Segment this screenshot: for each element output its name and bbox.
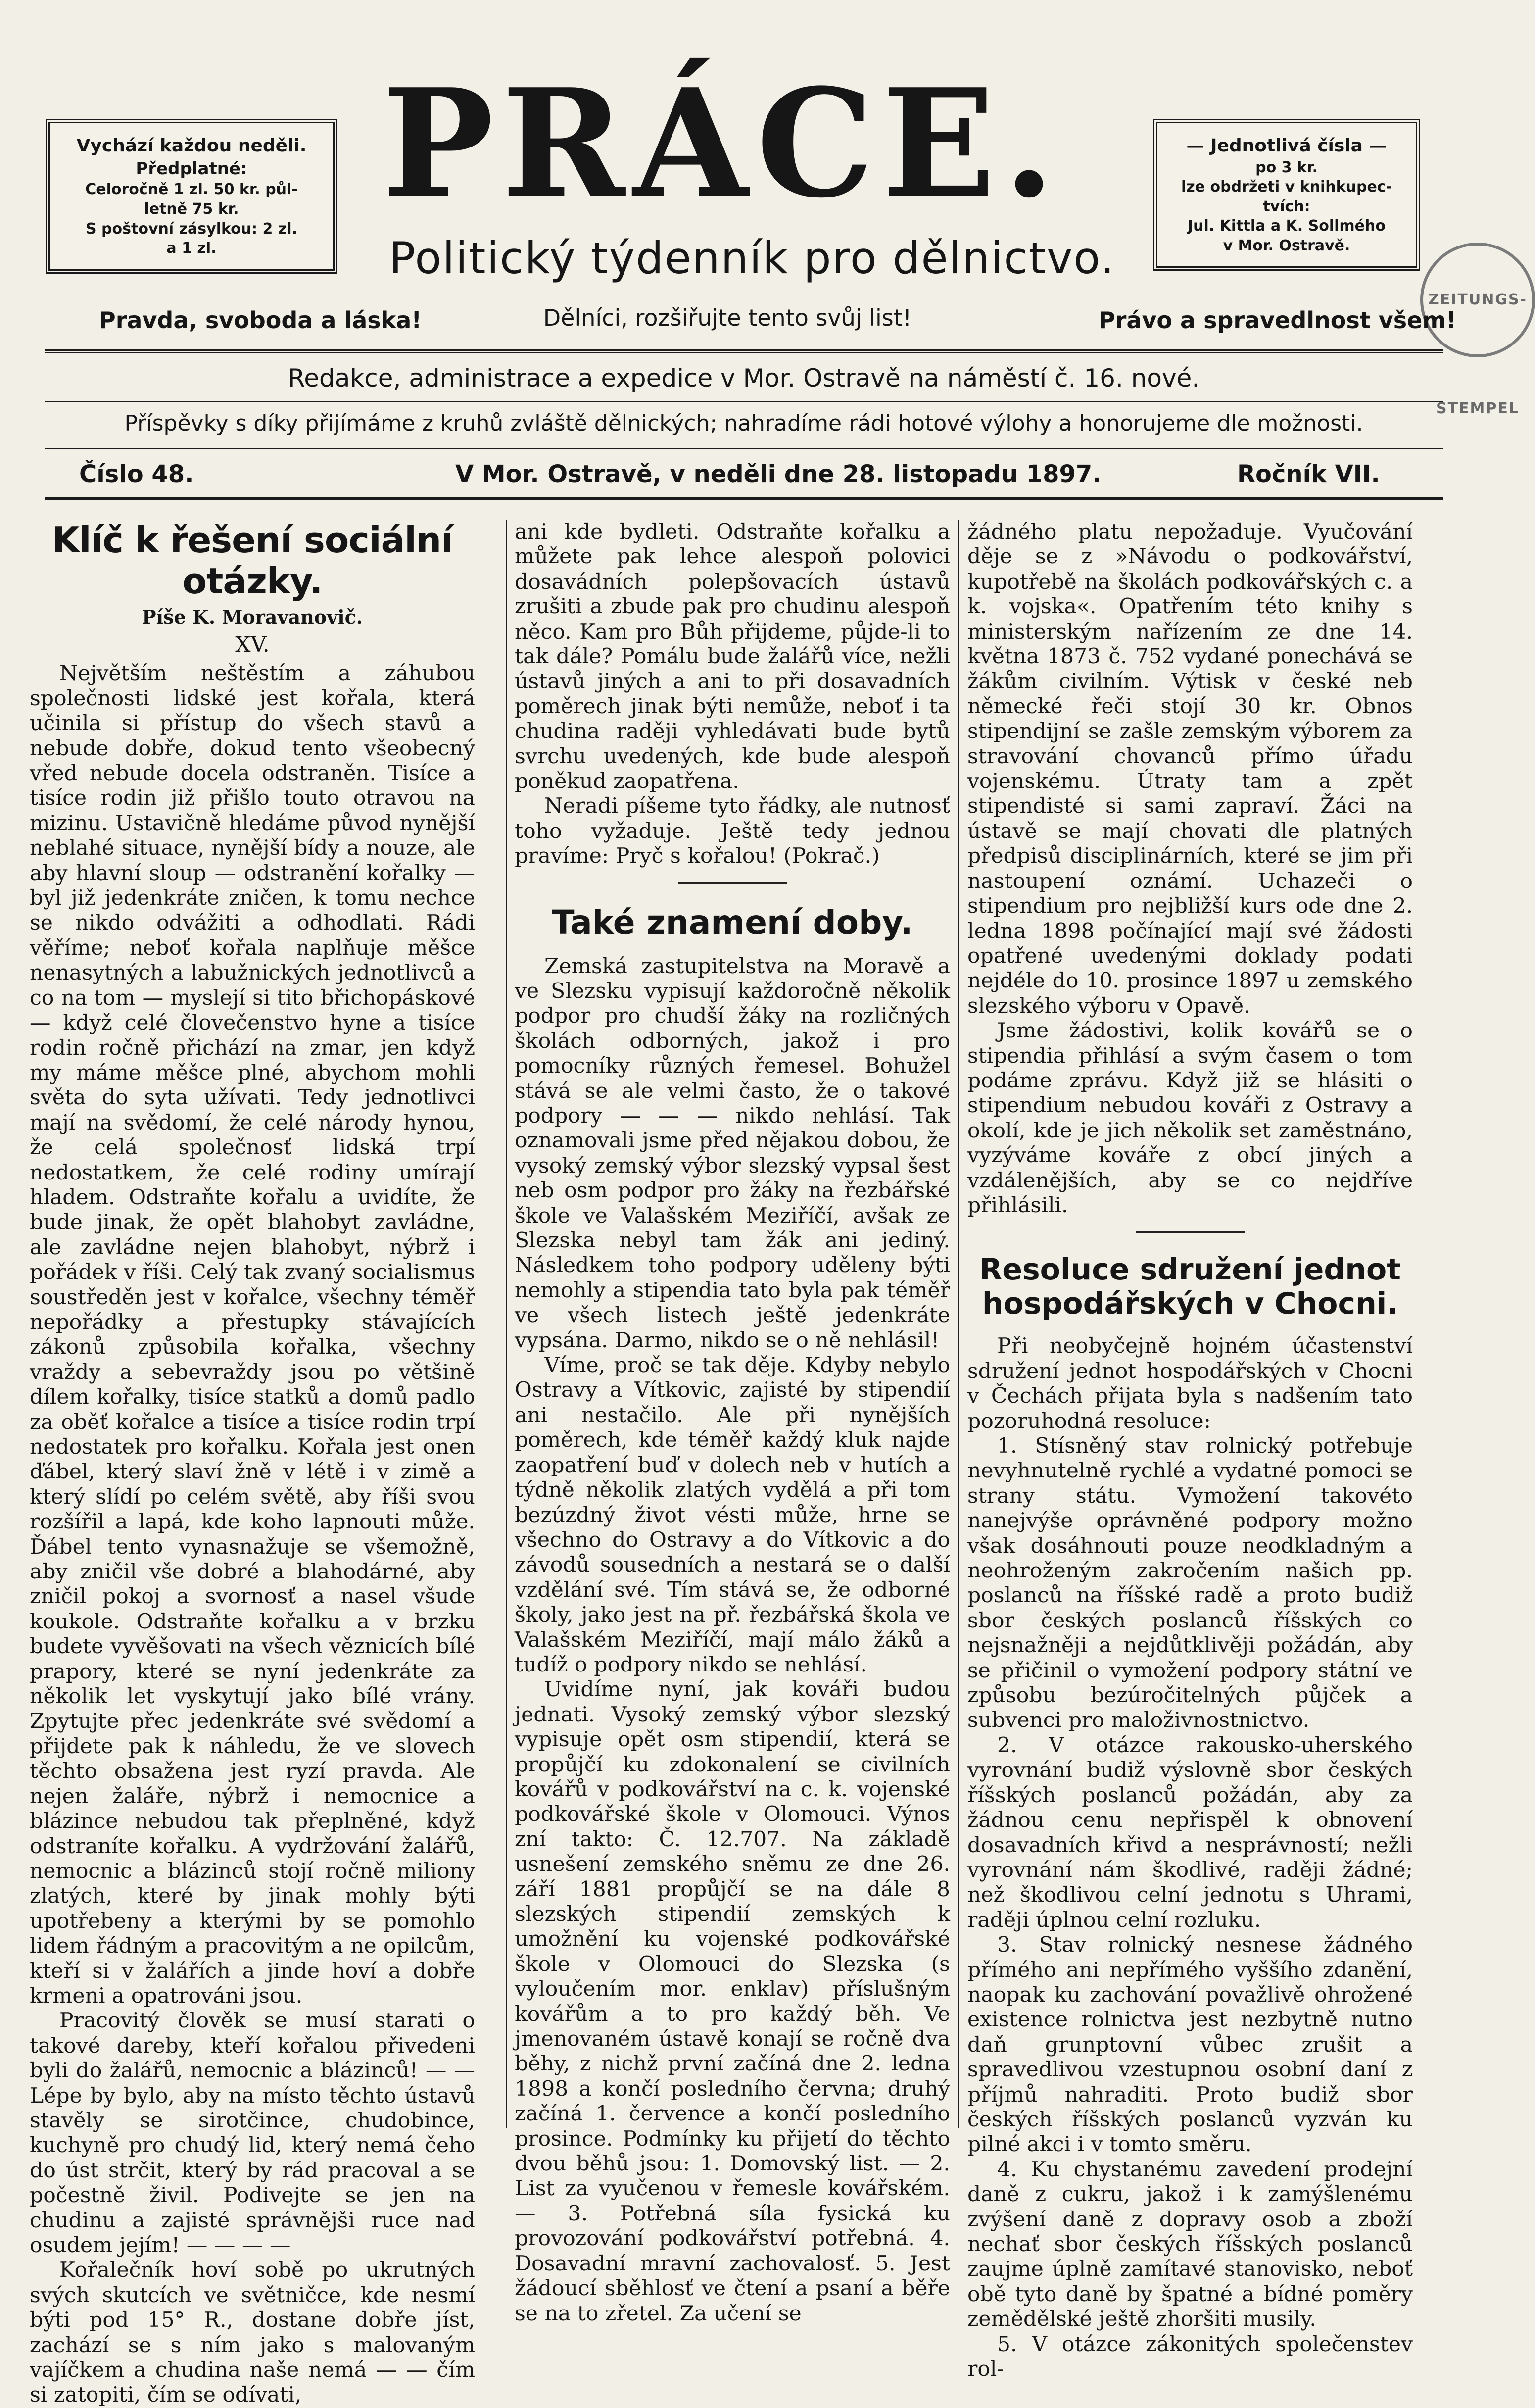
article-paragraph: Jsme žádostivi, kolik kovářů se o stipendia přihlásí a svým časem o tom podáme zprávu. Když již se hlásiti o stipendium nebudou kováři z Ostravy a okolí, kde je jich několik set zaměstnáno, vyzýváme kováře z obcí jiných a vzdálenějších, aby se co nejdříve přihlásili. bbox=[967, 1019, 1413, 1218]
issue-date: V Mor. Ostravě, v neděli dne 28. listopadu 1897. bbox=[455, 460, 1102, 488]
article-paragraph: 5. V otázce zákonitých společenstev rol- bbox=[967, 2332, 1413, 2382]
price-box bbox=[1153, 119, 1420, 271]
separator-rule bbox=[678, 882, 787, 884]
rule bbox=[45, 349, 1443, 351]
article-paragraph: 4. Ku chystanému zavedení prodejní daně z cukru, jakož i k zamýšlenému zvýšení daně z dopravy osob a zboží nechať sbor českých říšských poslanců zaujme úplně zamítavé stanovisko, neboť obě tyto daně by špatné a bídné poměry zemědělské ještě zhoršiti musily. bbox=[967, 2157, 1413, 2332]
column-rule bbox=[958, 520, 959, 2128]
column-2 bbox=[515, 520, 950, 2326]
separator-rule bbox=[1136, 1231, 1245, 1233]
article-part: XV. bbox=[235, 632, 270, 657]
article-paragraph: Kořalečník hoví sobě po ukrutných svých skutcích ve světničce, kde nesmí býti pod 15° R., dostane dobře jíst, zachází se s ním jako s malovaným vajíčkem a chudina naše nemá — — čím si zatopiti, čím se odívati, bbox=[30, 2258, 475, 2408]
article-paragraph: Neradi píšeme tyto řádky, ale nutnosť toho vyžaduje. Ještě tedy jednou pravíme: Pryč s kořalou! (Pokrač.) bbox=[515, 794, 950, 869]
zeitungs-stamp: ZEITUNGS-STEMPEL bbox=[1420, 243, 1535, 357]
issue-volume: Ročník VII. bbox=[1237, 460, 1380, 488]
price-line: v Mor. Ostravě. bbox=[1223, 237, 1350, 254]
rule bbox=[45, 401, 1443, 402]
rule bbox=[45, 448, 1443, 449]
article-paragraph: 2. V otázce rakousko-uherského vyrovnání budiž výslovně sbor českých říšských poslanců požádán, aby za žádnou cenu nepřispěl k obnovení dosavadních křivd a nesprávností; nežli vyrovnání nám škodlivé, raději žádné; než škodlivou celní jednotu s Uhrami, raději úplnou celní rozluku. bbox=[967, 1733, 1413, 1932]
price-line: — Jednotlivá čísla — bbox=[1186, 136, 1387, 156]
article-headline: Klíč k řešení sociální otázky. bbox=[52, 519, 453, 602]
rule bbox=[45, 497, 1443, 500]
article-paragraph: žádného platu nepožaduje. Vyučování děje se z »Návodu o podkovářství, kupotřebě na školách podkovářských c. a k. vojska«. Opatřením této knihy s ministerským nařízením ze dne 14. května 1873 č. 752 vydané ponechává se žákům civilním. Výtisk v české neb německé řeči stojí 30 kr. Obnos stipendijní se zašle zemským výborem za stravování chovanců přímo úřadu vojenskému. Útraty tam a zpět stipendisté si sami zapraví. Žáci na ústavě se mají chovati dle platných předpisů disciplinárních, které se jim při nastoupení oznámí. Uchazeči o stipendium pro nejbližší kurs ode dne 2. ledna 1898 počínající mají své žádosti opatřené uvedenými doklady podati nejdéle do 10. prosince 1897 u zemského slezského výboru v Opavě. bbox=[967, 520, 1413, 1018]
subscription-line: S poštovní zásylkou: 2 zl. bbox=[86, 220, 297, 238]
editorial-address: Redakce, administrace a expedice v Mor. Ostravě na náměstí č. 16. nové. bbox=[288, 364, 1200, 393]
motto-left: Pravda, svoboda a láska! bbox=[99, 307, 422, 334]
price-line: Jul. Kittla a K. Sollmého bbox=[1188, 217, 1386, 235]
subscription-line: Celoročně 1 zl. 50 kr. půl- bbox=[85, 181, 298, 198]
article-headline: Resoluce sdružení jednot hospodářských v Chocni. bbox=[979, 1252, 1401, 1322]
subscription-line: Vychází každou neděli. bbox=[76, 136, 307, 156]
subscription-line: letně 75 kr. bbox=[144, 200, 239, 218]
subscription-box bbox=[46, 119, 337, 274]
article-paragraph: Pracovitý člověk se musí starati o takové dareby, kteří kořalou přivedeni byli do žalářů, nemocnic a blázinců! — — Lépe by bylo, aby na místo těchto ústavů stavěly se sirotčince, chudobince, kuchyně pro chudý lid, který nemá čeho do úst strčit, který by rád pracoval a se počestně živil. Podivejte se jen na chudinu a zajisté správnějši ruce nad osudem jejím! — — — — bbox=[30, 2009, 475, 2258]
price-line: tvích: bbox=[1263, 197, 1310, 215]
newspaper-subtitle: Politický týdenník pro dělnictvo. bbox=[389, 233, 1115, 284]
article-byline: Píše K. Moravanovič. bbox=[142, 605, 363, 628]
contributions-note: Příspěvky s díky přijímáme z kruhů zvláště dělnických; nahradíme rádi hotové výlohy a honorujeme dle možnosti. bbox=[124, 411, 1363, 436]
motto-right: Právo a spravedlnost všem! bbox=[1099, 307, 1457, 334]
subscription-line: Předplatné: bbox=[136, 158, 247, 179]
newspaper-title: PRÁCE. bbox=[382, 56, 1063, 231]
rule bbox=[45, 352, 1443, 353]
article-paragraph: 3. Stav rolnický nesnese žádného přímého ani nepřímého vyššího zdanění, naopak ku zachování považlivě ohrožené existence rolnictva jest nezbytně nutno daň grunptovní vůbec zrušit a spravedlivou vzestupnou osobní daní z příjmů nahraditi. Proto budiž sbor českých říšských poslanců vyzván ku pilné akci i v tomto směru. bbox=[967, 1933, 1413, 2157]
article-paragraph: Největším neštěstím a záhubou společnosti lidské jest kořala, která učinila si přístup do všech stavů a nebude dobře, dokud tento všeobecný vřed nebude docela odstraněn. Tisíce a tisíce rodin již přišlo touto otravou na mizinu. Ustavičně hledáme původ nynější neblahé situace, nynější bídy a nouze, ale aby hlavní sloup — odstranění kořalky — byl již jedenkráte zničen, k tomu nechce se nikdo odvážiti a odhodlati. Rádi věříme; neboť kořala naplňuje měšce nenasytných a labužnických jednotlivců a co na tom — myslejí si tito břichopáskové — když celé človečenstvo hyne a tisíce rodin ročně přichází na zmar, jen když my máme měšce plné, abychom mohli světa do syta užívati. Tedy jednotlivci mají na svědomí, že celé národy hynou, že celá společnosť lidská trpí nedostatkem, že celé rodiny umírají hladem. Odstraňte kořalu a uvidíte, že bude jinak, že opět blahobyt zavládne, ale zavládne nejen blahobyt, nýbrž i pořádek v říši. Celý tak zvaný socialismus soustředěn jest v kořalce, všechny téměř nepořádky a přestupky stávajících zákonů způsobila kořalka, všechny vraždy a sebevraždy jsou po většině dílem kořalky, tisíce statků a domů padlo za oběť kořalce a tisíce a tisíce rodin trpí nedostatek pro kořalku. Kořala jest onen ďábel, který slaví žně v létě i v zimě a který slídí po celém světě, aby říši svou rozšířil a lapá, kde koho lapnouti může. Ďábel tento vynasnažuje se všemožně, aby zničil vše dobré a blahodárné, aby zničil pokoj a svornosť a nasel všude koukole. Odstraňte kořalku a v brzku budete vyvěšovati na všech věznicích bílé prapory, které se nyní jedenkráte za několik let vyskytují jako bílé vrány. Zpytujte přec jedenkráte své svědomí a přijdete pak k náhledu, že ve slovech těchto obsažena jest ryzí pravda. Ale nejen žaláře, nýbrž i nemocnice a blázince nebudou tak přeplněné, když odstraníte kořalku. A vydržování žalářů, nemocnic a blázinců stojí ročně miliony zlatých, které by jinak mohly býti upotřebeny a kterými by se pomohlo lidem řádným a pracovitým a ne opilcům, kteří si v žalářích a jinde hoví a dobře krmeni a opatrováni jsou. bbox=[30, 661, 475, 2008]
issue-number: Číslo 48. bbox=[79, 460, 194, 488]
price-line: lze obdržeti v knihkupec- bbox=[1181, 178, 1392, 196]
subscription-line: a 1 zl. bbox=[166, 240, 217, 257]
slogan-center: Dělníci, rozšiřujte tento svůj list! bbox=[543, 304, 912, 331]
article-headline: Také znamení doby. bbox=[552, 903, 913, 941]
price-line: po 3 kr. bbox=[1255, 158, 1318, 176]
article-paragraph: Víme, proč se tak děje. Kdyby nebylo Ostravy a Vítkovic, zajisté by stipendií ani nestačilo. Ale při nynějších poměrech, kde téměř každý kluk najde zaopatření buď v dolech neb v hutích a týdně několik zlatých vydělá a při tom bezúzdný život vésti může, hrne se všechno do Ostravy a do Vítkovic a do závodů sousedních a nestará se o další vzdělání své. Tím stává se, že odborné školy, jako jest na př. řezbářská škola ve Valašském Meziříčí, mají málo žáků a tudíž o podpory nikdo se nehlásí. bbox=[515, 1353, 950, 1677]
column-3 bbox=[967, 520, 1413, 2382]
column-1 bbox=[30, 519, 475, 2408]
article-paragraph: 1. Stísněný stav rolnický potřebuje nevyhnutelně rychlé a vydatné pomoci se strany státu. Vymožení takovéto nanejvýše oprávněné podpory možno však dosáhnouti pouze neodkladným a neohroženým zakročením našich pp. poslanců na říšské radě a proto budiž sbor českých poslanců říšských co nejsnažněji a nejdůtklivěji požádán, aby se přičinil o vymožení podpory státní ve způsobu bezúročitelných půjček a subvenci pro maloživnostnictvo. bbox=[967, 1434, 1413, 1733]
article-paragraph: ani kde bydleti. Odstraňte kořalku a můžete pak lehce alespoň polovici dosavádních polepšovacích ústavů zrušiti a zbude pak pro chudinu alespoň něco. Kam pro Bůh přijdeme, půjde-li to tak dále? Pomálu bude žalářů více, nežli ústavů jiných a ani to při dosavadních poměrech jinak býti nemůže, neboť i ta chudina raději vyhledávati bude bytů svrchu uvedených, kde bude alespoň poněkud zaopatřena. bbox=[515, 520, 950, 794]
article-paragraph: Zemská zastupitelstva na Moravě a ve Slezsku vypisují každoročně několik podpor pro chudší žáky na rozličných školách odborných, jakož i pro pomocníky různých řemesel. Bohužel stává se ale velmi často, že o takové podpory — — — nikdo nehlásí. Tak oznamovali jsme před nějakou dobou, že vysoký zemský výbor slezský vypsal šest neb osm podpor pro žáky na řezbářské škole ve Valašském Meziříčí, avšak ze Slezska nebyl tam žák ani jediný. Následkem toho podpory uděleny býti nemohly a stipendia tato byla pak téměř ve všech listech ještě jedenkráte vypsána. Darmo, nikdo se o ně nehlásil! bbox=[515, 954, 950, 1353]
column-rule bbox=[506, 520, 507, 2128]
article-paragraph: Při neobyčejně hojném účastenství sdružení jednot hospodářských v Chocni v Čechách přijata byla s nadšením tato pozoruhodná resoluce: bbox=[967, 1334, 1413, 1433]
article-paragraph: Uvidíme nyní, jak kováři budou jednati. Vysoký zemský výbor slezský vypisuje opět osm stipendií, která se propůjčí ku zdokonalení se civilních kovářů v podkovářství na c. k. vojenské podkovářské škole v Olomouci. Výnos zní takto: Č. 12.707. Na základě usnešení zemského sněmu ze dne 26. září 1881 propůjčí se na dále 8 slezských stipendií zemských k umožnění ku vojenské podkovářské škole v Olomouci do Slezska (s vyloučením mor. enklav) příslušným kovářům a to pro každý běh. Ve jmenovaném ústavě konají se ročně dva běhy, z nichž první začíná dne 2. ledna 1898 a končí posledního června; druhý začíná 1. července a končí posledního prosince. Podmínky ku přijetí do těchto dvou běhů jsou: 1. Domovský list. — 2. List za vyučenou v řemesle kovářském. — 3. Potřebná síla fysická ku provozování podkovářství potřebná. 4. Dosavadní mravní zachovalosť. 5. Jest žádoucí sběhlosť ve čtení a psaní a běře se na to zřetel. Za učení se bbox=[515, 1677, 950, 2326]
